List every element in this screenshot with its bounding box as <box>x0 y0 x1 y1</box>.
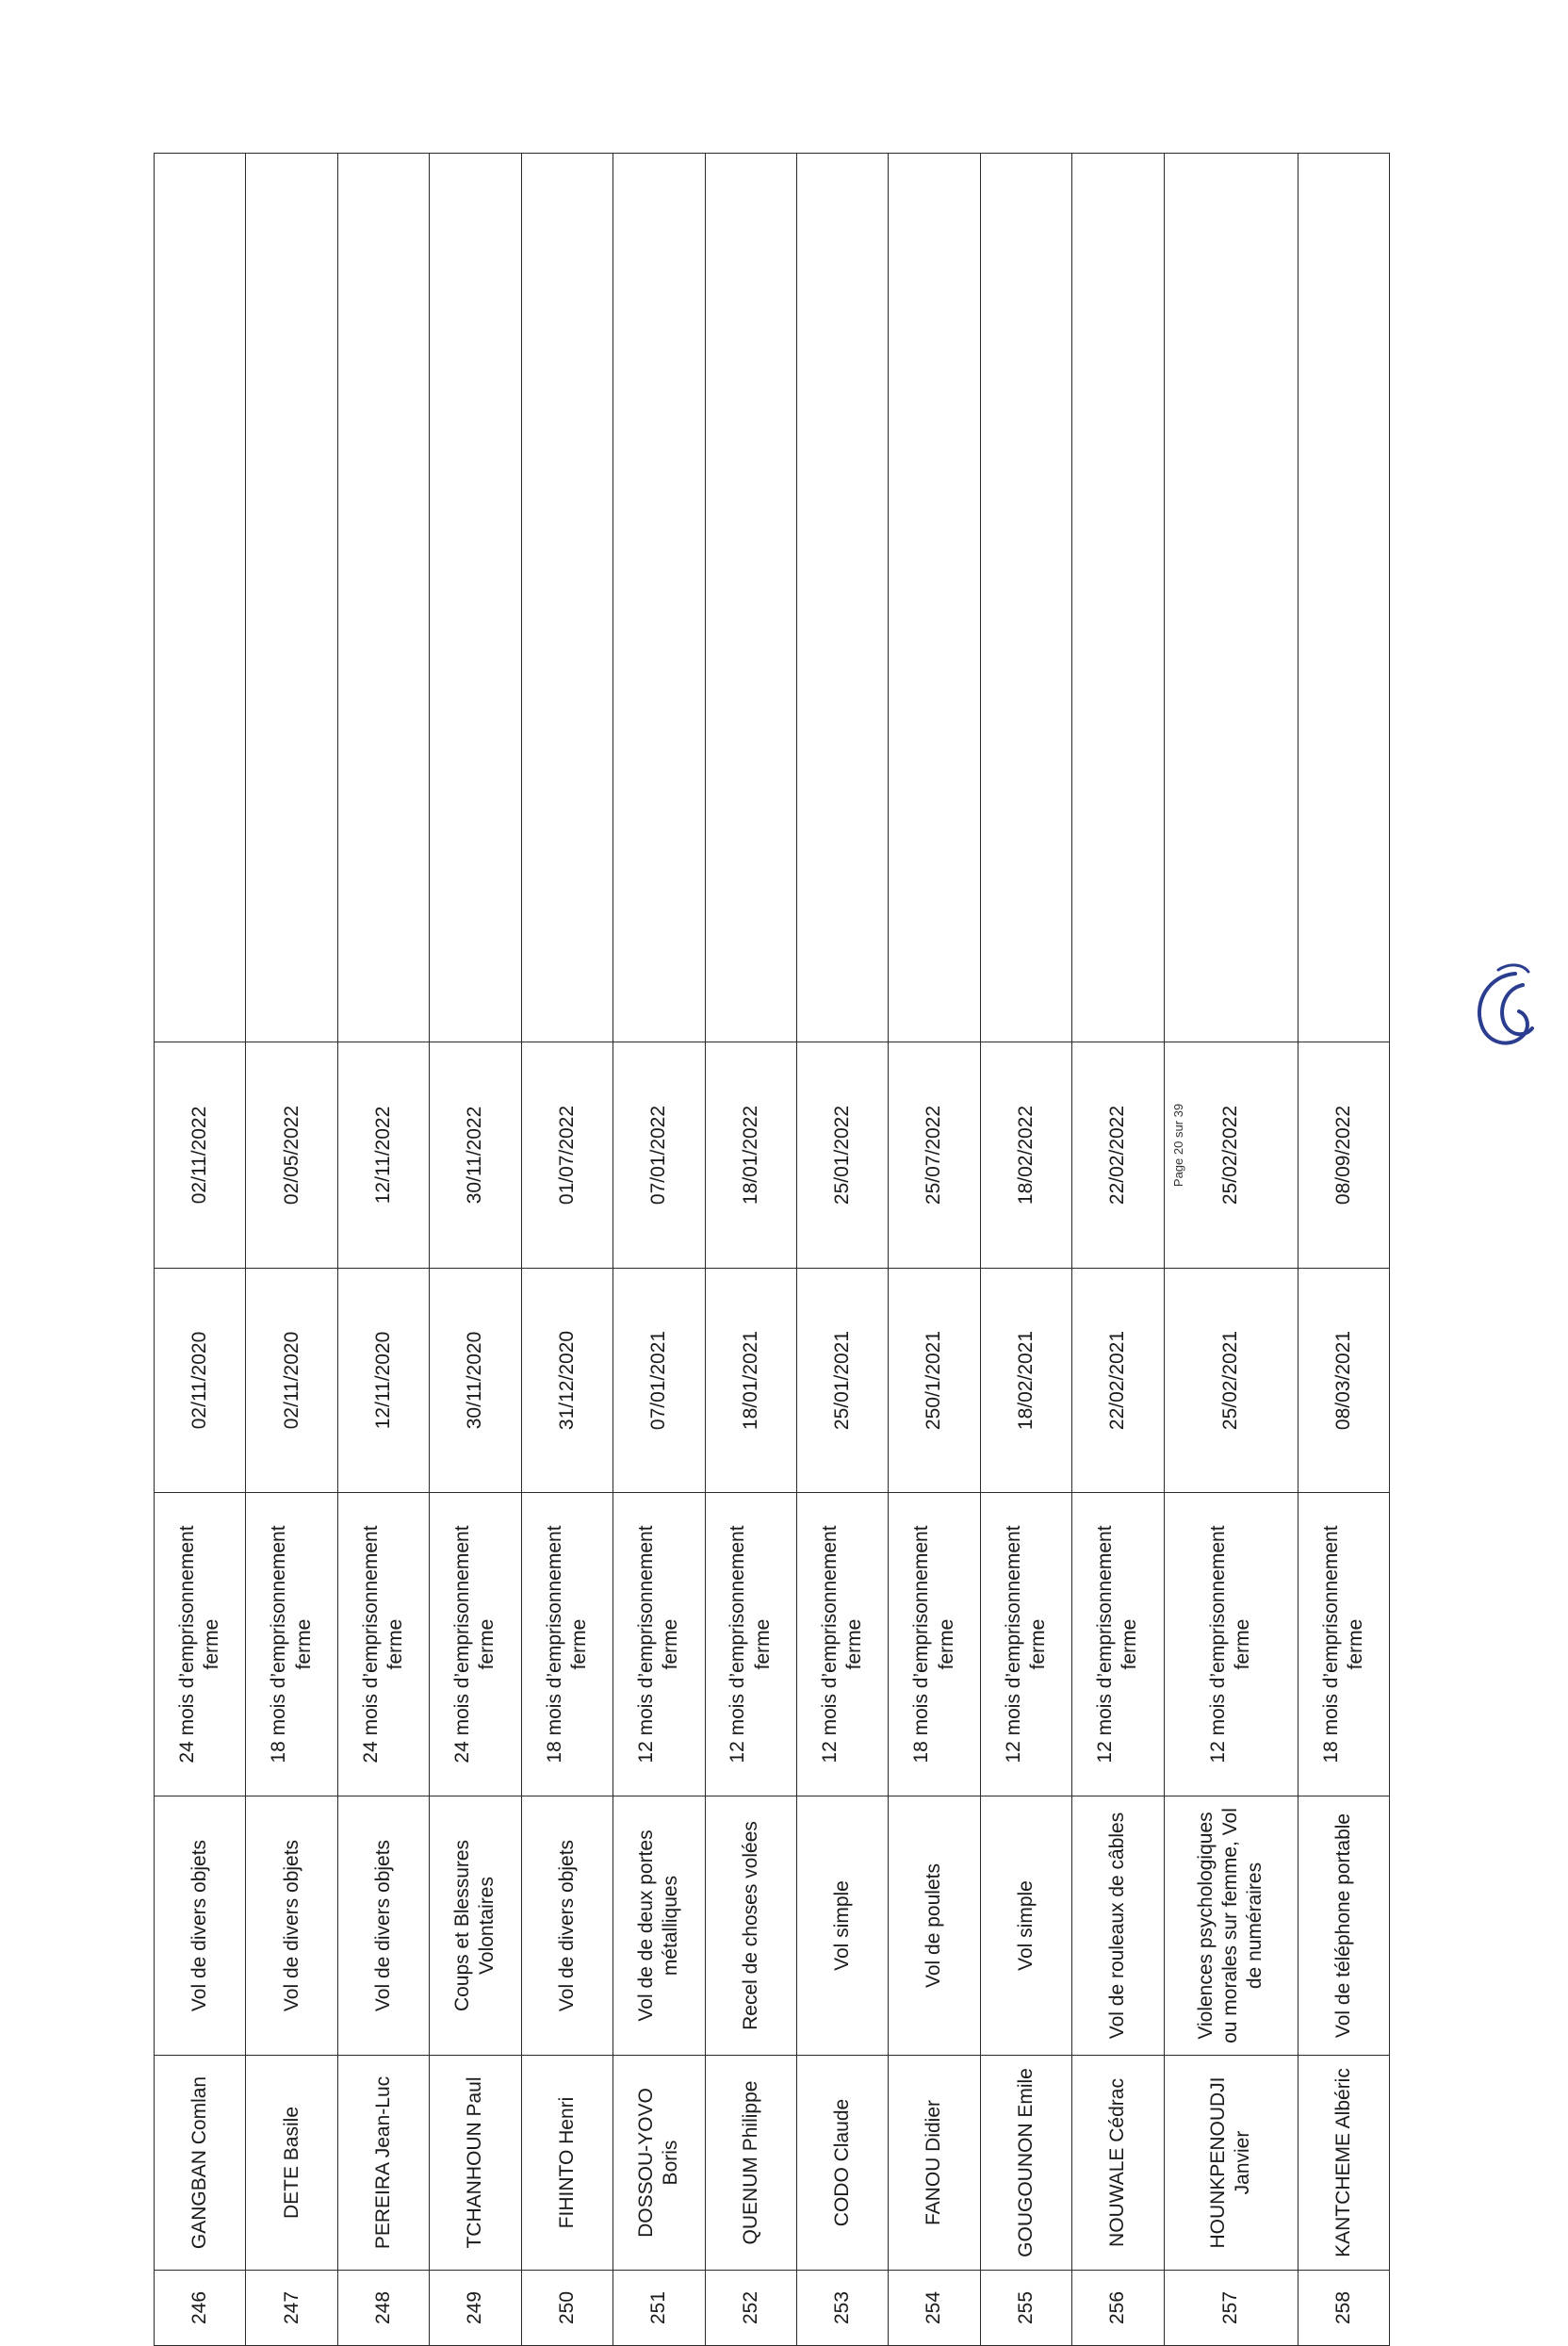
notes-cell <box>796 154 888 1042</box>
offence-cell: Vol de divers objets <box>521 1796 612 2056</box>
notes-cell <box>155 154 246 1042</box>
sentence-cell: 18 mois d’emprisonnement ferme <box>1298 1493 1389 1796</box>
notes-cell <box>1298 154 1389 1042</box>
end-date-cell: 30/11/2022 <box>430 1042 521 1269</box>
offence-cell: Vol simple <box>796 1796 888 2056</box>
start-date-cell: 31/12/2020 <box>521 1269 612 1493</box>
sentence-cell: 24 mois d’emprisonnement ferme <box>337 1493 429 1796</box>
notes-cell <box>1164 154 1298 1042</box>
sentence-cell: 12 mois d’emprisonnement ferme <box>980 1493 1071 1796</box>
row-number-cell: 252 <box>705 2271 796 2346</box>
row-number-cell: 253 <box>796 2271 888 2346</box>
offence-cell: Vol de divers objets <box>246 1796 337 2056</box>
notes-cell <box>521 154 612 1042</box>
start-date-cell: 02/11/2020 <box>155 1269 246 1493</box>
start-date-cell: 02/11/2020 <box>246 1269 337 1493</box>
row-number-cell: 251 <box>613 2271 705 2346</box>
table-row <box>1298 154 1389 2346</box>
sentence-cell: 18 mois d’emprisonnement ferme <box>889 1493 980 1796</box>
row-number-cell: 256 <box>1072 2271 1164 2346</box>
notes-cell <box>613 154 705 1042</box>
offence-cell: Vol de de deux portes métalliques <box>613 1796 705 2056</box>
notes-cell <box>889 154 980 1042</box>
start-date-cell: 18/01/2021 <box>705 1269 796 1493</box>
offence-cell: Vol de rouleaux de câbles <box>1072 1796 1164 2056</box>
row-number-cell: 258 <box>1298 2271 1389 2346</box>
handwritten-initials <box>1461 957 1545 1060</box>
detainee-name-cell: GANGBAN Comlan <box>155 2056 246 2271</box>
sentence-cell: 12 mois d’emprisonnement ferme <box>705 1493 796 1796</box>
detainee-name-cell: PEREIRA Jean-Luc <box>337 2056 429 2271</box>
start-date-cell: 12/11/2020 <box>337 1269 429 1493</box>
table-row <box>796 154 888 2346</box>
detainee-name-cell: NOUWALE Cédrac <box>1072 2056 1164 2271</box>
detainee-name-cell: TCHANHOUN Paul <box>430 2056 521 2271</box>
end-date-cell: 25/01/2022 <box>796 1042 888 1269</box>
end-date-cell: 12/11/2022 <box>337 1042 429 1269</box>
start-date-cell: 18/02/2021 <box>980 1269 1071 1493</box>
row-number-cell: 246 <box>155 2271 246 2346</box>
row-number-cell: 249 <box>430 2271 521 2346</box>
start-date-cell: 250/1/2021 <box>889 1269 980 1493</box>
end-date-cell: 25/02/2022 <box>1164 1042 1298 1269</box>
end-date-cell: 18/02/2022 <box>980 1042 1071 1269</box>
detainee-name-cell: HOUNKPENOUDJI Janvier <box>1164 2056 1298 2271</box>
offence-cell: Vol simple <box>980 1796 1071 2056</box>
detainee-name-cell: FANOU Didier <box>889 2056 980 2271</box>
table-row <box>337 154 429 2346</box>
end-date-cell: 07/01/2022 <box>613 1042 705 1269</box>
sentence-cell: 18 mois d’emprisonnement ferme <box>246 1493 337 1796</box>
start-date-cell: 25/01/2021 <box>796 1269 888 1493</box>
end-date-cell: 22/02/2022 <box>1072 1042 1164 1269</box>
row-number-cell: 257 <box>1164 2271 1298 2346</box>
sentence-cell: 12 mois d’emprisonnement ferme <box>796 1493 888 1796</box>
offence-cell: Recel de choses volées <box>705 1796 796 2056</box>
offence-cell: Coups et Blessures Volontaires <box>430 1796 521 2056</box>
offence-cell: Vol de divers objets <box>337 1796 429 2056</box>
start-date-cell: 25/02/2021 <box>1164 1269 1298 1493</box>
offence-cell: Violences psychologiques ou morales sur femme, Vol de numéraires <box>1164 1796 1298 2056</box>
table-row <box>705 154 796 2346</box>
row-number-cell: 250 <box>521 2271 612 2346</box>
initials-signature-icon <box>1461 957 1545 1060</box>
detainee-name-cell: DETE Basile <box>246 2056 337 2271</box>
table-row <box>155 154 246 2346</box>
notes-cell <box>1072 154 1164 1042</box>
page-number: Page 20 sur 39 <box>1170 1103 1185 1188</box>
sentence-cell: 12 mois d’emprisonnement ferme <box>613 1493 705 1796</box>
detainee-name-cell: GOUGOUNON Emile <box>980 2056 1071 2271</box>
table-row <box>430 154 521 2346</box>
notes-cell <box>980 154 1071 1042</box>
row-number-cell: 255 <box>980 2271 1071 2346</box>
page-footer <box>1150 1023 1206 1268</box>
row-number-cell: 254 <box>889 2271 980 2346</box>
end-date-cell: 25/07/2022 <box>889 1042 980 1269</box>
notes-cell <box>337 154 429 1042</box>
table-row <box>246 154 337 2346</box>
sentence-cell: 12 mois d’emprisonnement ferme <box>1164 1493 1298 1796</box>
end-date-cell: 02/05/2022 <box>246 1042 337 1269</box>
sentence-cell: 24 mois d’emprisonnement ferme <box>155 1493 246 1796</box>
table-row <box>521 154 612 2346</box>
notes-cell <box>246 154 337 1042</box>
detainee-name-cell: FIHINTO Henri <box>521 2056 612 2271</box>
start-date-cell: 30/11/2020 <box>430 1269 521 1493</box>
detainee-name-cell: KANTCHEME Albéric <box>1298 2056 1389 2271</box>
offence-cell: Vol de poulets <box>889 1796 980 2056</box>
detainee-name-cell: QUENUM Philippe <box>705 2056 796 2271</box>
start-date-cell: 22/02/2021 <box>1072 1269 1164 1493</box>
table-row <box>980 154 1071 2346</box>
sentence-cell: 18 mois d’emprisonnement ferme <box>521 1493 612 1796</box>
row-number-cell: 248 <box>337 2271 429 2346</box>
row-number-cell: 247 <box>246 2271 337 2346</box>
sentence-cell: 12 mois d’emprisonnement ferme <box>1072 1493 1164 1796</box>
table-row <box>613 154 705 2346</box>
end-date-cell: 18/01/2022 <box>705 1042 796 1269</box>
end-date-cell: 02/11/2022 <box>155 1042 246 1269</box>
table-row <box>889 154 980 2346</box>
detainee-name-cell: DOSSOU-YOVO Boris <box>613 2056 705 2271</box>
end-date-cell: 08/09/2022 <box>1298 1042 1389 1269</box>
start-date-cell: 08/03/2021 <box>1298 1269 1389 1493</box>
detainee-name-cell: CODO Claude <box>796 2056 888 2271</box>
notes-cell <box>705 154 796 1042</box>
sentence-cell: 24 mois d’emprisonnement ferme <box>430 1493 521 1796</box>
offence-cell: Vol de divers objets <box>155 1796 246 2056</box>
notes-cell <box>430 154 521 1042</box>
start-date-cell: 07/01/2021 <box>613 1269 705 1493</box>
offence-cell: Vol de téléphone portable <box>1298 1796 1389 2056</box>
end-date-cell: 01/07/2022 <box>521 1042 612 1269</box>
